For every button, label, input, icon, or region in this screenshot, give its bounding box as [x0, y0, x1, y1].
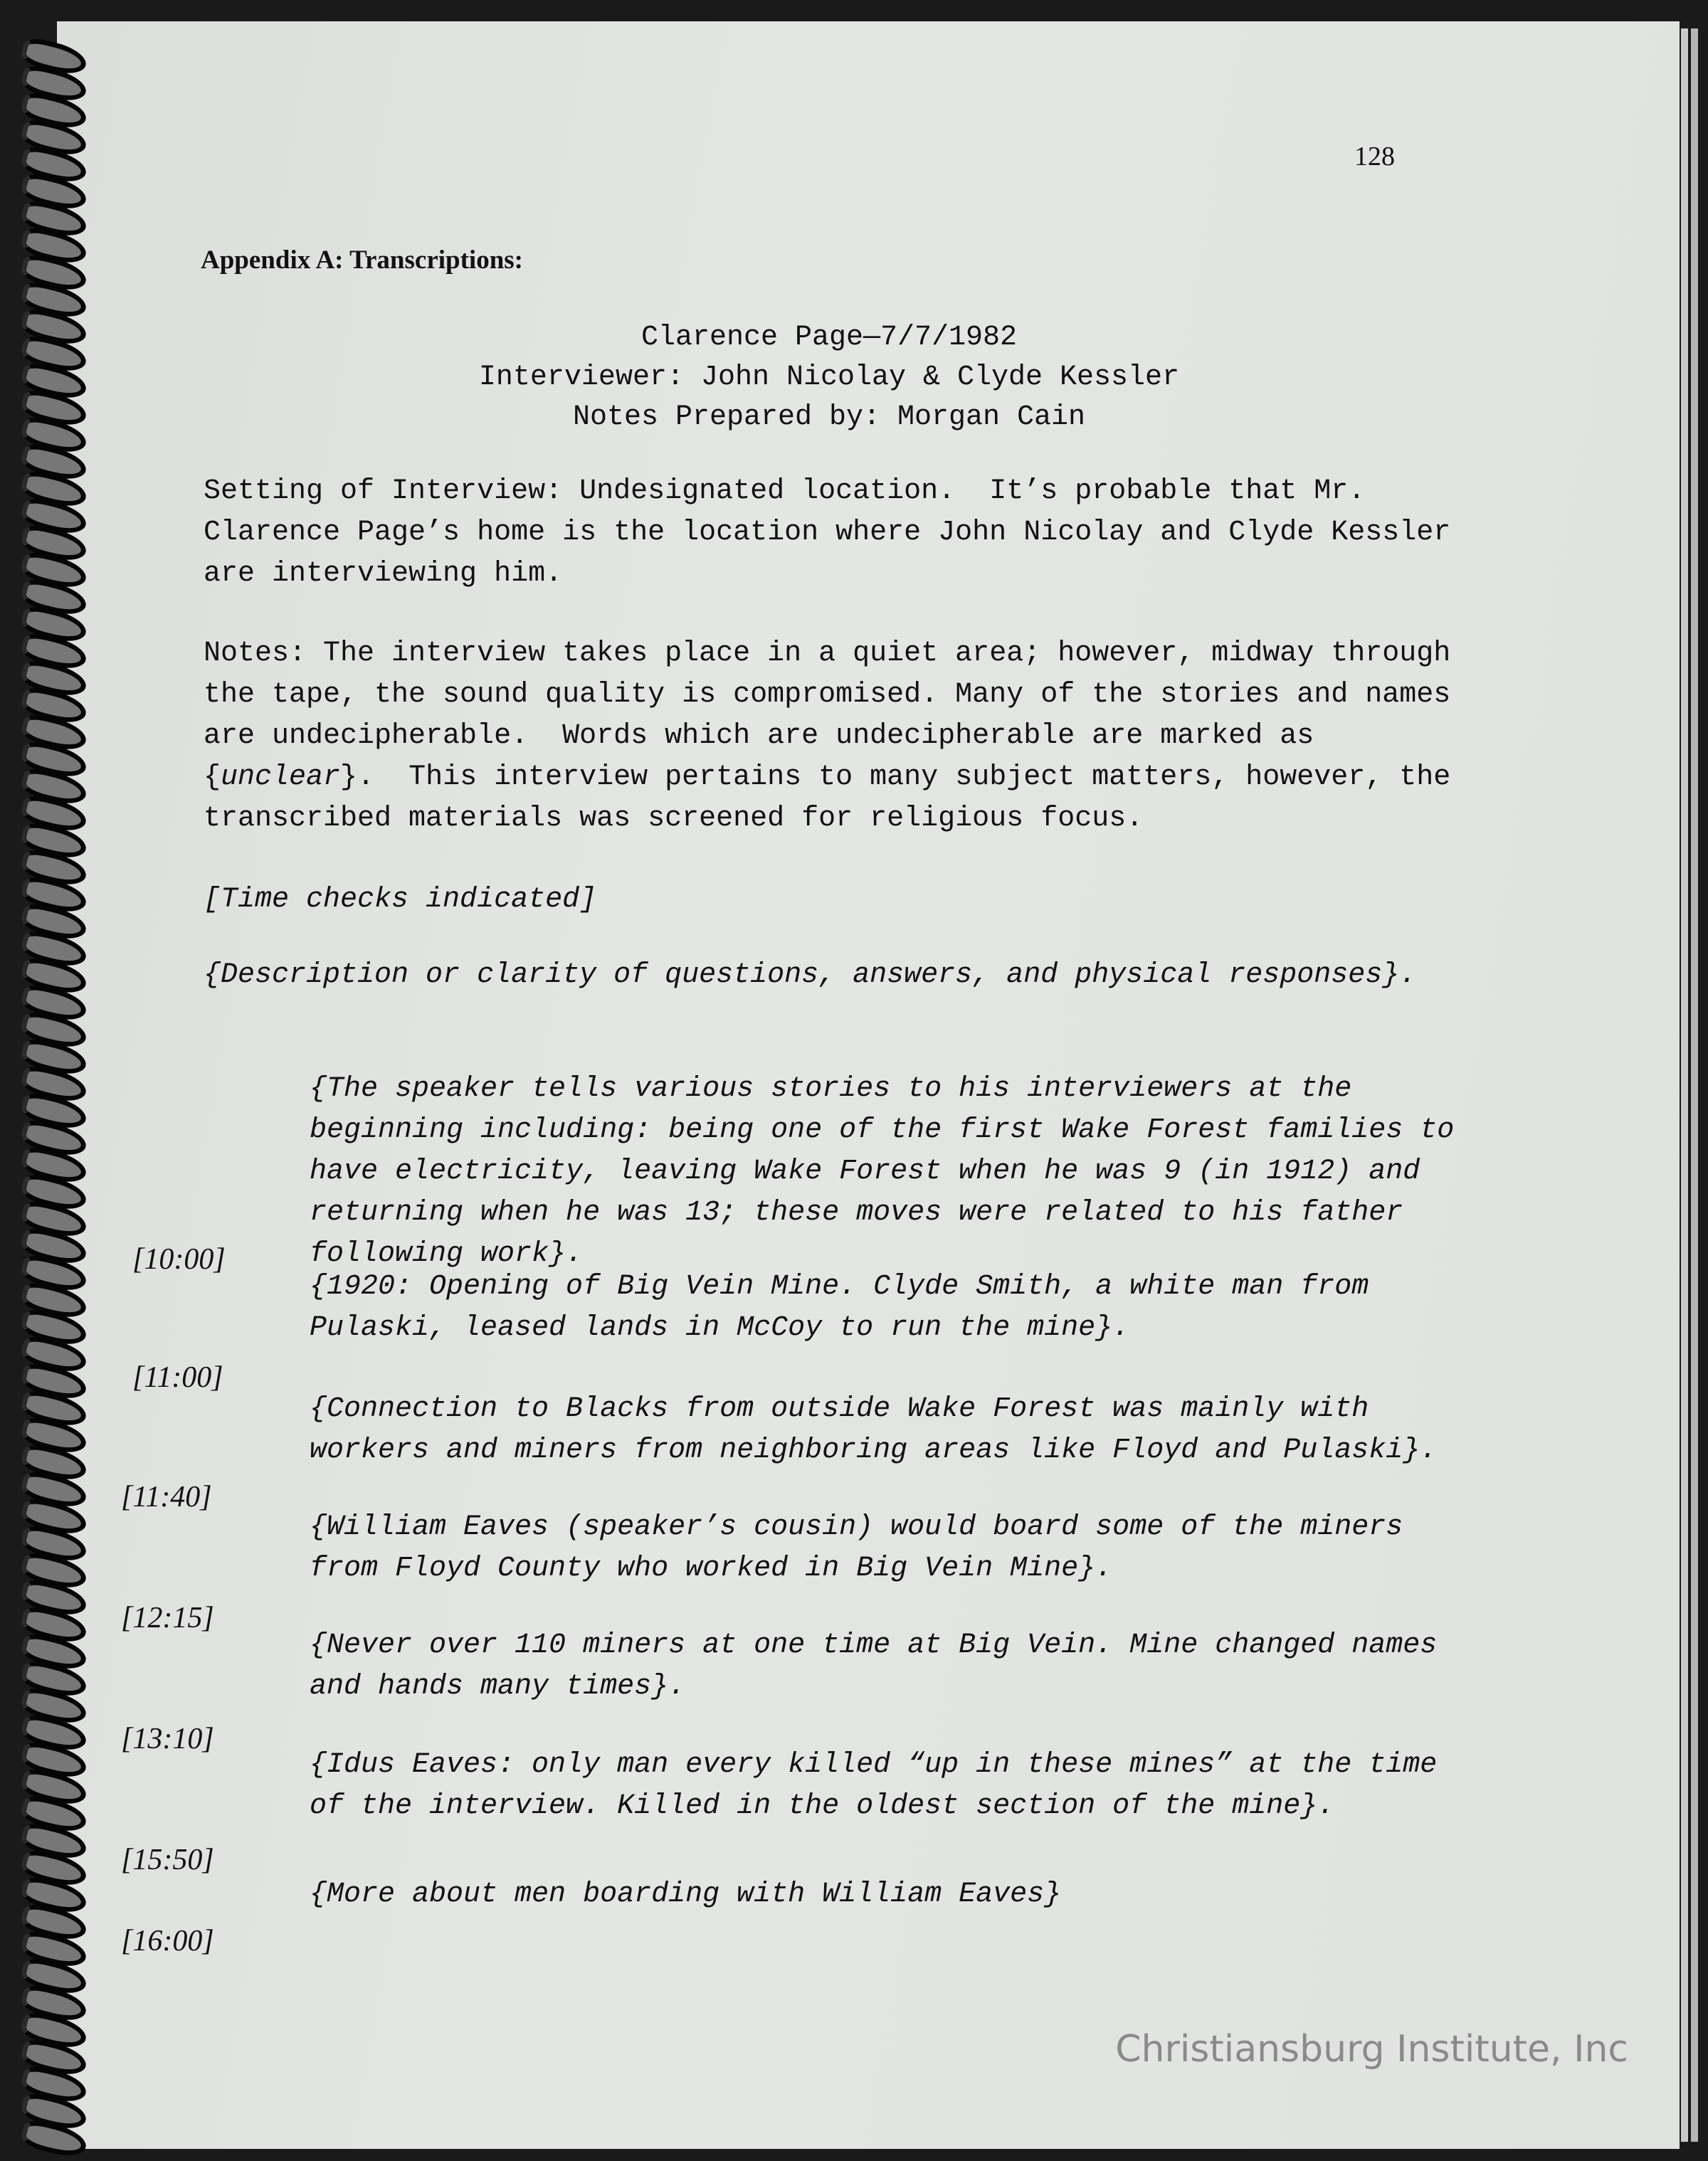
notes-prepared-line: Notes Prepared by: Morgan Cain — [572, 401, 1086, 433]
page-stack-edge — [1691, 28, 1698, 2142]
transcript-entry: {Never over 110 miners at one time at Big Vein. Mine changed names and hands many times}. — [310, 1629, 1438, 1703]
spiral-binding — [0, 28, 78, 2156]
time-check: [11:40] — [121, 1481, 212, 1513]
notes-paragraph — [204, 633, 1468, 840]
page-number: 128 — [1354, 142, 1395, 171]
notes-unclear-term: unclear — [221, 761, 341, 793]
notes-text-after: }. This interview pertains to many subject matters, however, the transcribed materials was screened for religious focus. — [204, 761, 1468, 835]
transcript-entry: {The speaker tells various stories to his interviewers at the beginning including: being one of the first Wake Forest families to have electricity, leaving Wake Forest when he was 9 (in 1912) and returning when he was 13; these moves were related to his father following work}. — [310, 1073, 1455, 1270]
watermark: Christiansburg Institute, Inc — [1115, 2028, 1628, 2071]
time-check: [16:00] — [121, 1925, 214, 1957]
time-check: [13:10] — [121, 1723, 214, 1755]
interviewer-line: Interviewer: John Nicolay & Clyde Kessler — [478, 361, 1180, 393]
transcript-title: Clarence Page—7/7/1982 — [640, 322, 1018, 354]
transcript-entry: {More about men boarding with William Eaves} — [310, 1879, 1062, 1911]
setting-paragraph — [204, 471, 1468, 595]
transcript-entry: {1920: Opening of Big Vein Mine. Clyde Smith, a white man from Pulaski, leased lands in McCoy to run the mine}. — [310, 1271, 1369, 1344]
page-stack-edge — [1681, 28, 1688, 2142]
transcript-entry: {Connection to Blacks from outside Wake Forest was mainly with workers and miners from neighboring areas like Floyd and Pulaski}. — [310, 1393, 1438, 1467]
setting-text: Undesignated location. It’s probable that Mr. Clarence Page’s home is the location where John Nicolay and Clyde Kessler are interviewing him. — [204, 475, 1468, 590]
time-checks-legend: [Time checks indicated] — [204, 884, 597, 916]
setting-label: Setting of Interview: — [204, 475, 563, 507]
transcript-entry: {Idus Eaves: only man every killed “up in these mines” at the time of the interview. Killed in the oldest section of the mine}. — [310, 1749, 1438, 1822]
time-check: [12:15] — [121, 1602, 214, 1634]
notes-label: Notes: — [204, 638, 307, 670]
notes-text-before: The interview takes place in a quiet area; however, midway through the tape, the sound quality is compromised. Many of the stories and names are undecipherable. Words which are undecipherable are marked as { — [204, 638, 1468, 793]
description-legend: {Description or clarity of questions, answers, and physical responses}. — [204, 959, 1417, 991]
time-check: [10:00] — [132, 1243, 226, 1276]
transcript-entry: {William Eaves (speaker’s cousin) would board some of the miners from Floyd County who worked in Big Vein Mine}. — [310, 1511, 1403, 1585]
time-check: [15:50] — [121, 1844, 214, 1876]
section-heading: Appendix A: Transcriptions: — [201, 245, 523, 275]
time-check: [11:00] — [132, 1361, 223, 1394]
